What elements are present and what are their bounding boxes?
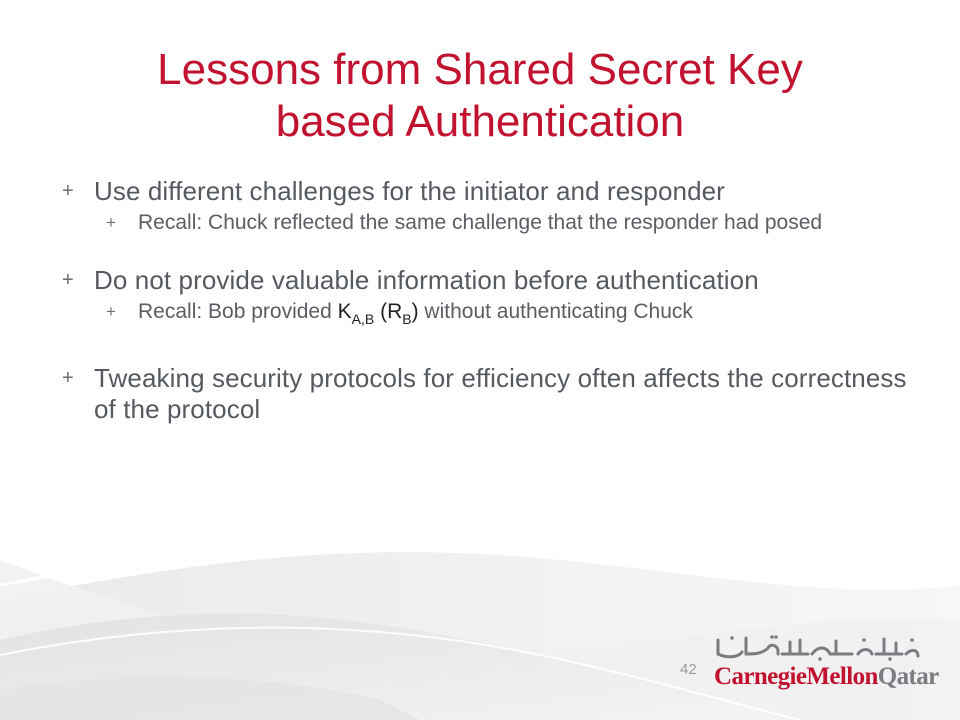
paren-open: ( [380, 300, 388, 323]
bullet-1-sub-text: Recall: Chuck reflected the same challenge that the responder had posed [138, 211, 823, 234]
logo-qatar: Qatar [877, 663, 939, 690]
slide-title-line-1: Lessons from Shared Secret Key [157, 45, 803, 94]
cmu-qatar-logo [712, 632, 939, 692]
bullet-marker: + [62, 180, 74, 202]
bullet-1-sub [106, 207, 922, 239]
bullet-1 [62, 176, 922, 207]
bullet-1-text: Use different challenges for the initiator and responder [94, 176, 725, 206]
arabic-logotype-icon [712, 632, 922, 662]
bullet-3-text: Tweaking security protocols for efficiency often affects the correctness of the protocol [94, 363, 907, 424]
bullet-2-sub-after: without authenticating Chuck [424, 300, 693, 323]
page-number: 42 [680, 661, 697, 678]
paren-close: ) [411, 300, 419, 323]
bullet-marker: + [62, 269, 74, 291]
sub-bullet-marker: + [106, 213, 116, 232]
sub-bullet-marker: + [106, 302, 116, 321]
slide-title [60, 44, 900, 148]
nonce-symbol: R [387, 300, 403, 323]
key-symbol: K [337, 300, 352, 323]
key-subscript: A,B [351, 311, 375, 327]
bullet-2 [62, 265, 922, 296]
bullet-2-sub [106, 296, 922, 335]
bullet-3 [62, 363, 922, 425]
slide-title-line-2: based Authentication [275, 97, 685, 146]
bullet-list [62, 176, 922, 425]
nonce-subscript: B [402, 311, 412, 327]
key-kab [337, 300, 375, 327]
logo-english [714, 663, 939, 691]
nonce-rb [380, 300, 419, 327]
logo-carnegie-mellon: CarnegieMellon [714, 663, 878, 690]
bullet-2-text: Do not provide valuable information before authentication [94, 265, 759, 295]
bullet-marker: + [62, 367, 74, 389]
bullet-2-sub-before: Recall: Bob provided [138, 300, 332, 323]
